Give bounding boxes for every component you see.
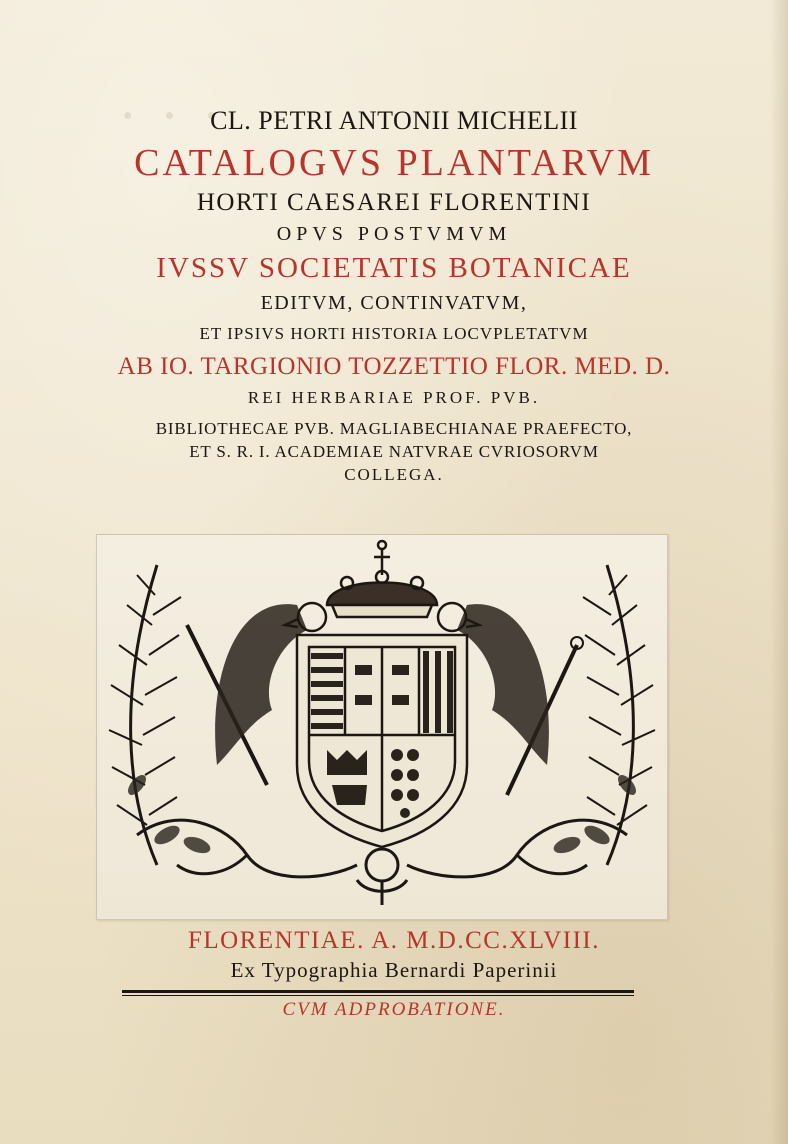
opus-line: OPVS POSTVMVM: [276, 223, 512, 245]
academy-line: ET S. R. I. ACADEMIAE NATVRAE CVRIOSORVM: [189, 442, 599, 461]
library-line: BIBLIOTHECAE PVB. MAGLIABECHIANAE PRAEFECTO,: [155, 419, 633, 438]
editum-line: EDITVM, CONTINVATVM,: [260, 292, 528, 314]
professor-line: REI HERBARIAE PROF. PVB.: [247, 388, 541, 407]
society-line: IVSSV SOCIETATIS BOTANICAE: [156, 252, 632, 284]
collega-line: COLLEGA.: [344, 465, 444, 484]
printer-line: Ex Typographia Bernardi Paperinii: [230, 958, 558, 982]
coat-of-arms-icon: [97, 535, 667, 919]
place-year-line: FLORENTIAE. A. M.D.CC.XLVIII.: [187, 927, 601, 954]
double-rule-thick: [122, 990, 634, 993]
show-through-text: · · ·: [118, 83, 225, 148]
historia-line: ET IPSIVS HORTI HISTORIA LOCVPLETATVM: [199, 324, 589, 343]
engraved-plate: [96, 534, 668, 920]
imprint-block: [0, 928, 788, 981]
double-rule-thin: [122, 995, 634, 996]
subtitle-line: HORTI CAESAREI FLORENTINI: [196, 189, 592, 216]
title-block: [0, 108, 788, 483]
author-line: CL. PETRI ANTONII MICHELII: [210, 106, 578, 135]
editor-line: AB IO. TARGIONIO TOZZETTIO FLOR. MED. D.: [117, 353, 671, 380]
approbation-line: CVM ADPROBATIONE.: [282, 999, 506, 1020]
main-title: CATALOGVS PLANTARVM: [134, 142, 654, 184]
